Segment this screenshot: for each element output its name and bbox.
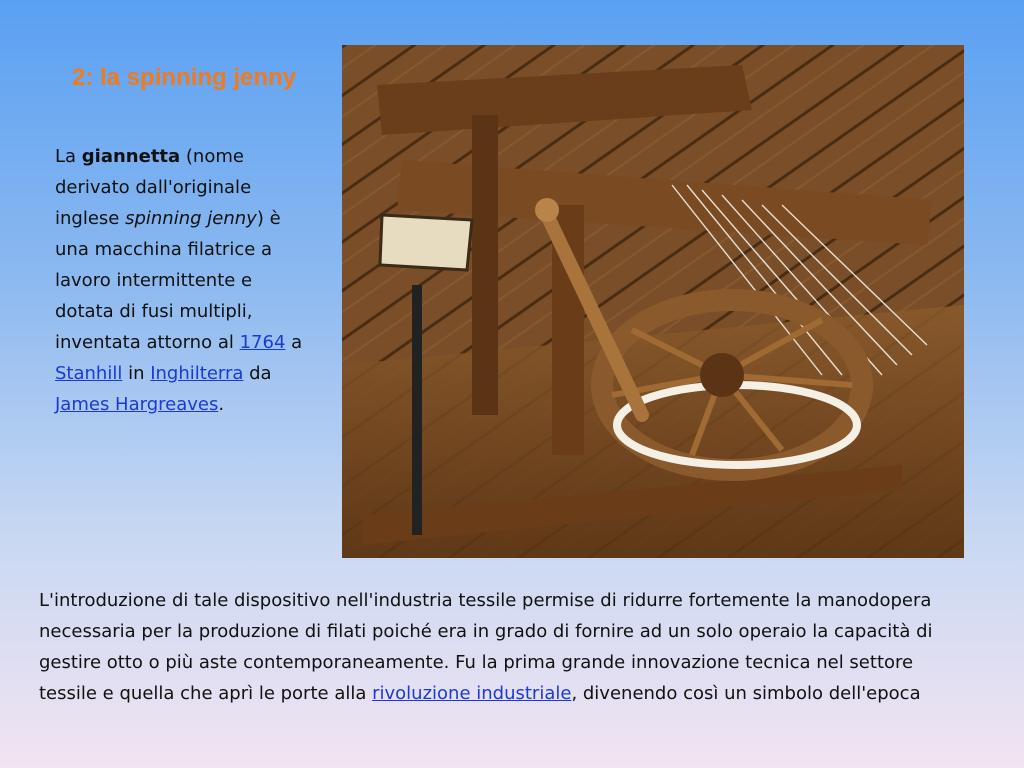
intro-bold-term: giannetta bbox=[81, 146, 181, 167]
intro-text-6: da bbox=[243, 363, 272, 384]
spinning-jenny-photo-illustration bbox=[342, 45, 964, 558]
intro-text-7: . bbox=[218, 394, 225, 415]
intro-text-3: ) è una macchina filatrice a lavoro intermittente e dotata di fusi multipli, inventata attorno al bbox=[55, 208, 281, 353]
link-stanhill[interactable]: Stanhill bbox=[55, 363, 123, 384]
link-james-hargreaves[interactable]: James Hargreaves bbox=[55, 394, 219, 415]
intro-text-4: a bbox=[285, 332, 303, 353]
intro-text-2: (nome derivato dall'originale inglese bbox=[55, 146, 252, 229]
link-rivoluzione-industriale[interactable]: rivoluzione industriale bbox=[372, 683, 572, 704]
link-inghilterra[interactable]: Inghilterra bbox=[150, 363, 244, 384]
body-text-2: , divenendo così un simbolo dell'epoca bbox=[571, 683, 921, 704]
body-text-1: L'introduzione di tale dispositivo nell'industria tessile permise di ridurre fortemente la manodopera necessaria per la produzione di filati poiché era in grado di fornire ad un solo operaio la capacità di gestire otto o più aste contemporaneamente. Fu la prima grande innovazione tecnica nel settore tessile e quella che aprì le porte alla bbox=[39, 590, 933, 704]
intro-text-5: in bbox=[122, 363, 151, 384]
body-text bbox=[39, 585, 969, 709]
intro-text bbox=[55, 141, 305, 420]
intro-text-1: La bbox=[55, 146, 82, 167]
photo-spinning-jenny bbox=[342, 45, 964, 558]
slide-title: 2: la spinning jenny bbox=[72, 64, 297, 91]
link-year[interactable]: 1764 bbox=[239, 332, 286, 353]
intro-italic-term: spinning jenny bbox=[125, 208, 257, 229]
